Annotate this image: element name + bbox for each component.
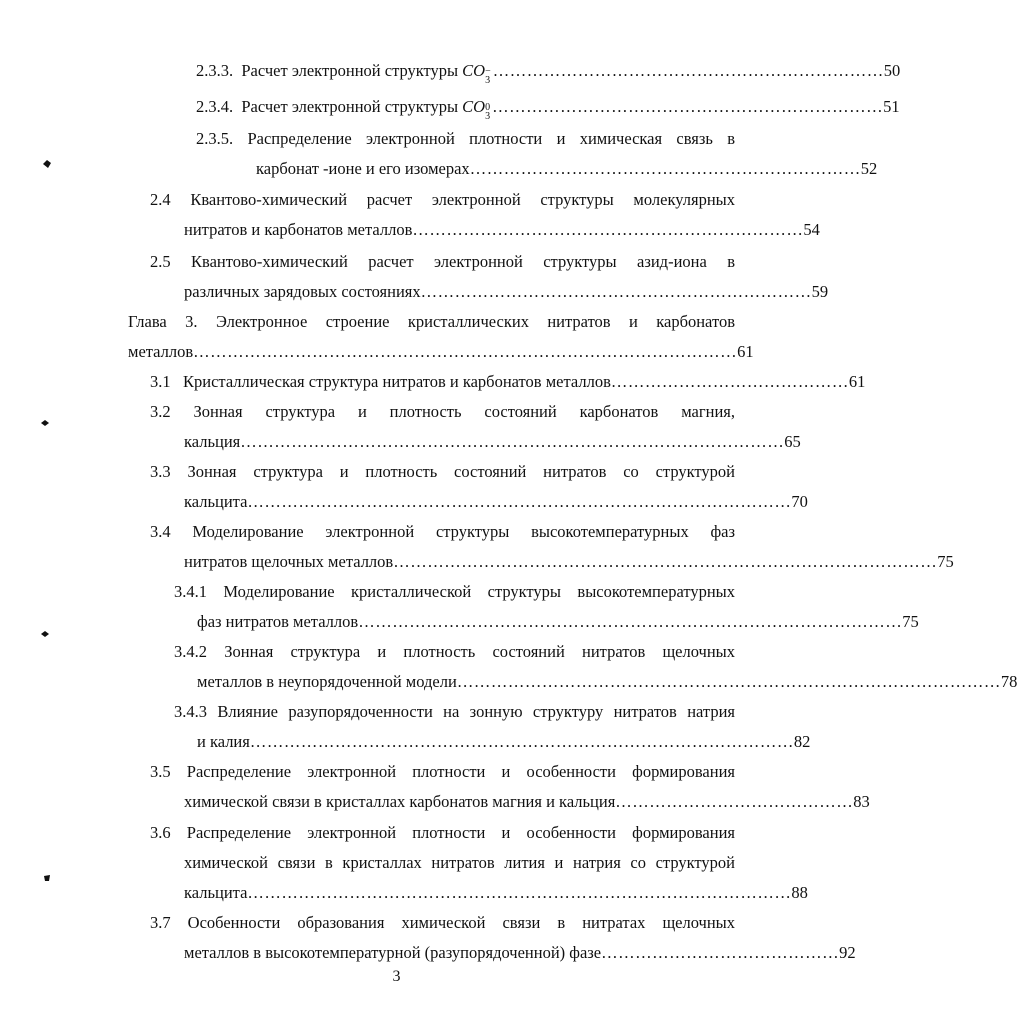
toc-entry-3-7[interactable] [150, 908, 856, 968]
scan-mark-icon [40, 629, 50, 639]
entry-title: Моделирование кристаллической структуры высокотемпературных [223, 582, 736, 601]
toc-entry-chapter-3[interactable] [128, 307, 754, 367]
entry-title-cont: фаз нитратов металлов [197, 612, 359, 631]
toc-entry-2-3-3[interactable] [196, 56, 901, 86]
dot-leader: …………………………………………………………………………………… [456, 672, 1001, 691]
page-ref: 61 [737, 342, 754, 361]
toc-entry-2-3-4[interactable] [196, 92, 900, 122]
page-ref: 50 [883, 61, 901, 80]
page-ref: 61 [848, 372, 866, 391]
dot-leader: …………………………………………………………………………………… [247, 492, 792, 511]
scan-mark-icon [42, 873, 52, 883]
dot-leader: …………………………………… [615, 792, 854, 811]
entry-title-cont: нитратов щелочных металлов [184, 552, 394, 571]
dot-leader: …………………………………………………………… [420, 282, 812, 301]
entry-title: Расчет электронной структуры [241, 61, 459, 80]
entry-number: 2.3.5. [196, 129, 234, 148]
entry-title-cont: металлов в неупорядоченной модели [197, 672, 457, 691]
entry-number: 2.3.4. [196, 97, 234, 116]
page-ref: 92 [839, 943, 856, 962]
dot-leader: …………………………………………………………… [412, 220, 804, 239]
entry-number: Глава 3. [128, 312, 198, 331]
entry-title-cont: карбонат -ионе и его изомерах [256, 159, 470, 178]
carbonate-formula: CO 0 3 [462, 97, 491, 122]
entry-number: 2.4 [150, 190, 171, 209]
entry-title-cont: кальцита [184, 883, 248, 902]
entry-number: 3.2 [150, 402, 171, 421]
page-ref: 75 [902, 612, 919, 631]
toc-entry-2-4[interactable] [150, 185, 820, 245]
entry-number: 3.1 [150, 372, 171, 391]
toc-entry-2-3-5[interactable] [196, 124, 878, 184]
entry-title: Квантово-химический расчет электронной структуры азид-иона в [191, 252, 735, 271]
dot-leader: …………………………………………………………… [469, 159, 861, 178]
toc-entry-3-2[interactable] [150, 397, 801, 457]
dot-leader: …………………………………………………………………………………… [249, 732, 794, 751]
entry-title-cont: химической связи в кристаллах карбонатов магния и кальция [184, 792, 616, 811]
entry-title: Распределение электронной плотности и особенности формирования [186, 823, 735, 842]
entry-title-cont: нитратов и карбонатов металлов [184, 220, 413, 239]
dot-leader: …………………………………………………………… [492, 97, 884, 116]
page-ref: 75 [937, 552, 954, 571]
toc-entry-3-6[interactable] [150, 818, 808, 908]
toc-entry-3-3[interactable] [150, 457, 808, 517]
toc-entry-3-4-1[interactable] [174, 577, 919, 637]
page-ref: 51 [883, 97, 900, 116]
carbonate-formula: CO − 3 [462, 61, 491, 86]
entry-title: Распределение электронной плотности и химическая связь в [247, 129, 736, 148]
page-ref: 59 [811, 282, 829, 301]
dot-leader: …………………………………………………………… [492, 61, 884, 80]
entry-title: Особенности образования химической связи в нитратах щелочных [187, 913, 735, 932]
entry-title-cont: различных зарядовых состояниях [184, 282, 421, 301]
toc-entry-3-1[interactable] [150, 367, 866, 397]
entry-title-cont: кальцита [184, 492, 248, 511]
page-ref: 52 [860, 159, 878, 178]
entry-number: 3.4 [150, 522, 171, 541]
dot-leader: …………………………………………………………………………………… [358, 612, 903, 631]
entry-title: Моделирование электронной структуры высокотемпературных фаз [192, 522, 736, 541]
entry-number: 2.3.3. [196, 61, 234, 80]
scan-mark-icon [40, 418, 50, 428]
entry-number: 3.6 [150, 823, 171, 842]
entry-title: Электронное строение кристаллических нитратов и карбонатов [215, 312, 735, 331]
toc-entry-2-5[interactable] [150, 247, 829, 307]
dot-leader: …………………………………… [610, 372, 849, 391]
page-number: 3 [392, 968, 401, 985]
page-ref: 54 [803, 220, 820, 239]
page-ref: 83 [853, 792, 870, 811]
entry-title: Зонная структура и плотность состояний карбонатов магния, [193, 402, 735, 421]
toc-entry-3-4-3[interactable] [174, 697, 811, 757]
entry-title: Кристаллическая структура нитратов и карбонатов металлов [183, 372, 611, 391]
entry-number: 3.4.1 [174, 582, 207, 601]
entry-title: Зонная структура и плотность состояний нитратов со структурой [187, 462, 735, 481]
entry-number: 3.5 [150, 762, 171, 781]
dot-leader: …………………………………………………………………………………… [393, 552, 938, 571]
entry-number: 3.7 [150, 913, 171, 932]
entry-title: Зонная структура и плотность состояний нитратов щелочных [224, 642, 736, 661]
entry-number: 3.3 [150, 462, 171, 481]
entry-title: Квантово-химический расчет электронной структуры молекулярных [190, 190, 735, 209]
page-ref: 65 [784, 432, 801, 451]
dot-leader: …………………………………………………………………………………… [193, 342, 738, 361]
entry-number: 3.4.2 [174, 642, 207, 661]
page-ref: 82 [793, 732, 811, 751]
entry-number: 2.5 [150, 252, 171, 271]
dot-leader: …………………………………… [601, 943, 840, 962]
page-ref: 78 [1000, 672, 1017, 691]
entry-title: Влияние разупорядоченности на зонную структуру нитратов натрия [217, 702, 736, 721]
entry-title-cont: кальция [184, 432, 241, 451]
dot-leader: …………………………………………………………………………………… [240, 432, 785, 451]
toc-entry-3-4[interactable] [150, 517, 954, 577]
scan-mark-icon [42, 159, 52, 169]
page-ref: 70 [791, 492, 808, 511]
entry-title-cont: металлов [128, 342, 194, 361]
entry-title-cont: металлов в высокотемпературной (разупорядоченной) фазе [184, 943, 602, 962]
page-ref: 88 [791, 883, 808, 902]
dot-leader: …………………………………………………………………………………… [247, 883, 792, 902]
toc-entry-3-5[interactable] [150, 757, 870, 817]
toc-entry-3-4-2[interactable] [174, 637, 1017, 697]
entry-title: Расчет электронной структуры [241, 97, 459, 116]
entry-title-cont: и калия [197, 732, 250, 751]
entry-title-cont: химической связи в кристаллах нитратов лития и натрия со структурой [184, 853, 735, 872]
entry-number: 3.4.3 [174, 702, 207, 721]
entry-title: Распределение электронной плотности и особенности формирования [186, 762, 735, 781]
